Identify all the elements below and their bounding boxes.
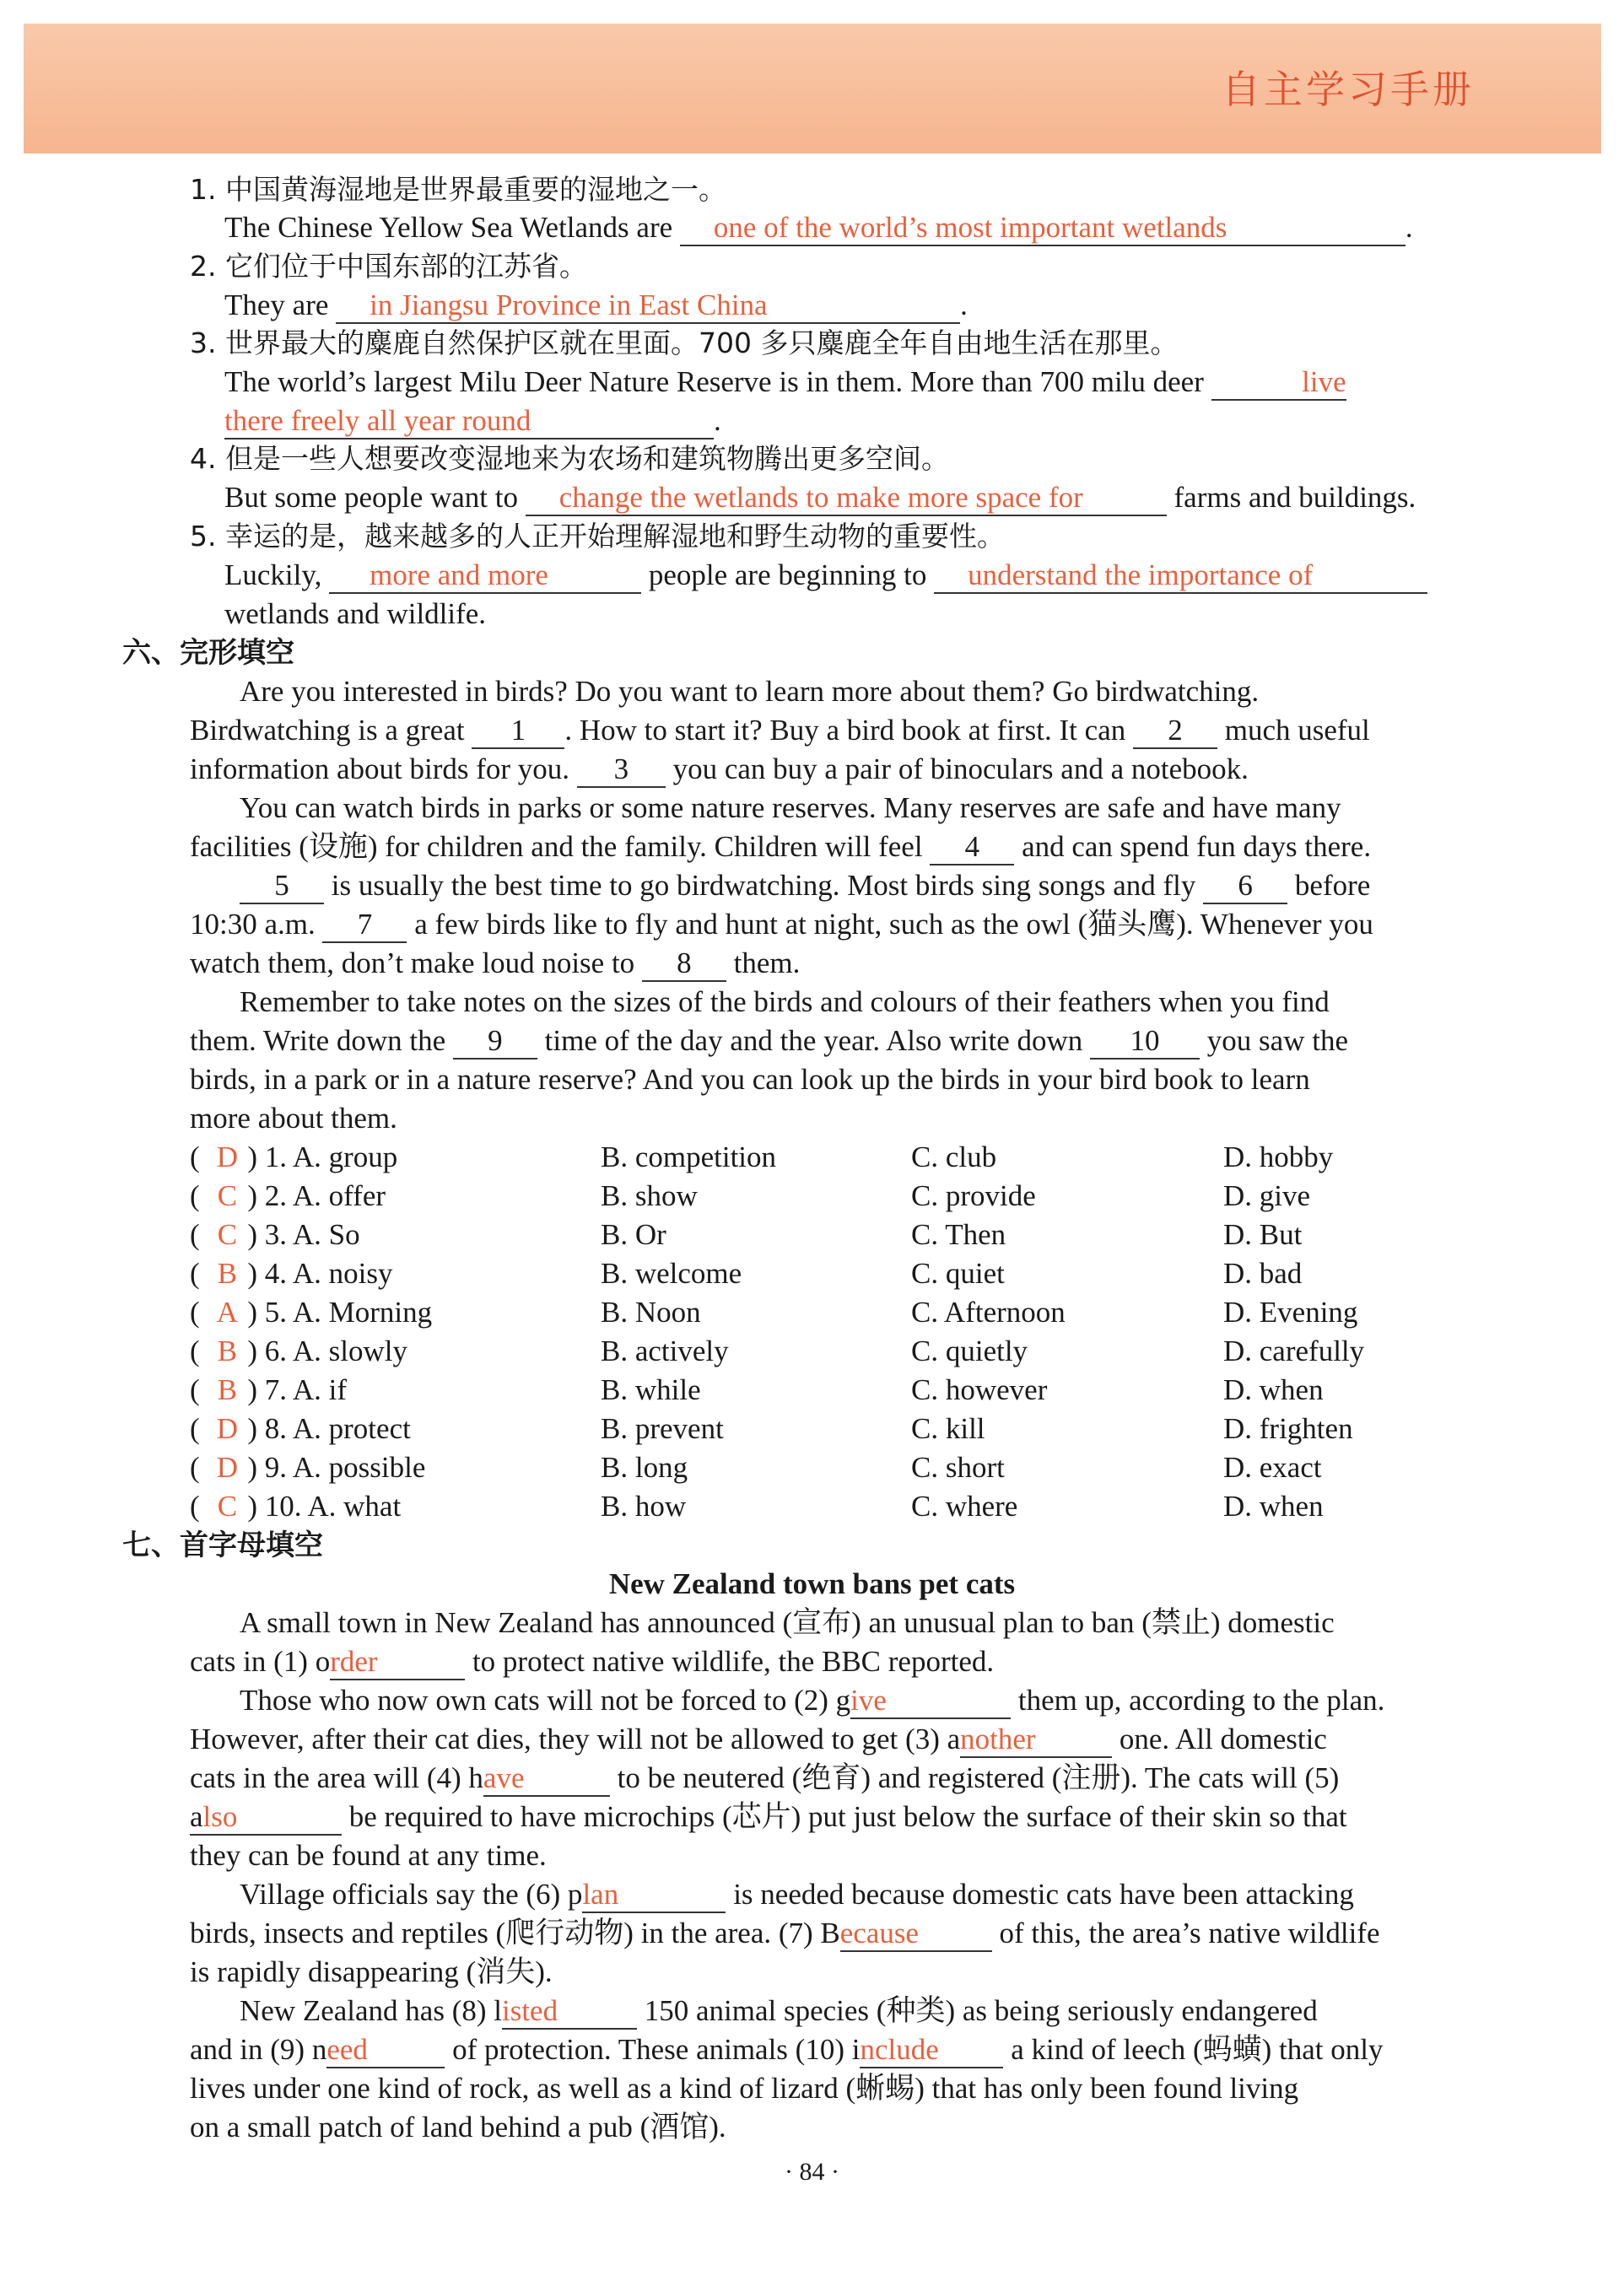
answer-choice: A <box>216 1296 239 1329</box>
answer-choice: C <box>217 1179 238 1212</box>
translation-2-en: They are in Jiangsu Province in East China . <box>224 287 968 324</box>
section6-heading: 六、完形填空 <box>122 636 294 670</box>
s6-p4-line2: them. Write down the 9 time of the day and the year. Also write down 10 you saw the <box>190 1022 1348 1060</box>
translation-5-en-cont: wetlands and wildlife. <box>224 597 487 630</box>
s6-p2-line2: facilities (设施) for children and the family. Children will feel 4 and can spend fun days there. <box>190 828 1371 865</box>
translation-4-en: But some people want to change the wetlands to make more space for farms and buildings. <box>224 479 1416 516</box>
s7-line6: also be required to have microchips (芯片) put just below the surface of their skin so that <box>190 1798 1347 1836</box>
answer-choice: D <box>216 1412 239 1445</box>
s7-line7: they can be found at any time. <box>190 1839 547 1872</box>
translation-4-cn: 4. 但是一些人想要改变湿地来为农场和建筑物腾出更多空间。 <box>190 442 949 475</box>
s7-line12: and in (9) need of protection. These animals (10) include a kind of leech (蚂蟥) that only <box>190 2031 1383 2068</box>
s6-p4-line3: birds, in a park or in a nature reserve? And you can look up the birds in your bird book to learn <box>190 1063 1310 1096</box>
translation-5-en: Luckily, more and more people are beginning to understand the importance of <box>224 557 1427 594</box>
s6-p4-line4: more about them. <box>190 1102 397 1135</box>
s7-line13: lives under one kind of rock, as well as a kind of lizard (蜥蜴) that has only been found living <box>190 2072 1299 2105</box>
answer-choice: C <box>217 1490 238 1523</box>
translation-3-en: The world’s largest Milu Deer Nature Reserve is in them. More than 700 milu deer live <box>224 364 1346 401</box>
s7-line14: on a small patch of land behind a pub (酒馆). <box>190 2111 726 2143</box>
s7-line2: cats in (1) order to protect native wildlife, the BBC reported. <box>190 1643 994 1680</box>
s7-line8: Village officials say the (6) plan is needed because domestic cats have been attacking <box>240 1876 1354 1913</box>
translation-3-cn: 3. 世界最大的麋鹿自然保护区就在里面。700 多只麋鹿全年自由地生活在那里。 <box>190 326 1179 359</box>
translation-1-en: The Chinese Yellow Sea Wetlands are one of the world’s most important wetlands . <box>224 209 1413 246</box>
s6-p4-line1: Remember to take notes on the sizes of the birds and colours of their feathers when you find <box>240 985 1330 1018</box>
s6-p3-line2: 10:30 a.m. 7 a few birds like to fly and hunt at night, such as the owl (猫头鹰). Whenever you <box>190 906 1373 943</box>
translation-2-cn: 2. 它们位于中国东部的江苏省。 <box>190 250 587 283</box>
page-content: 1. 中国黄海湿地是世界最重要的湿地之一。 The Chinese Yellow Sea Wetlands are one of the world’s most important wetlands . 2. 它们位于中国东部的江苏省。 They are in Jiangsu Province in East China . 3. 世界最大的麋鹿自然保护区就在里面。700 多只麋鹿全年自由地生活在那里。 The world’s largest Milu Deer Nature Reserve is in them. More than 700 milu deer live there freely all year round . 4. 但是一些人想要改变湿地来为农场和建筑物腾出更多空间。 But some people want to change the wetlands to make more space for farms and buildings. 5. 幸运的是，越来越多的人正开始理解湿地和野生动物的重要性。 Luckily, more and more people are beginning to understand the importance of wetlands and wildlife. 六、完形填空 Are you interested in birds? Do you want to learn more about them? Go birdwatching. Birdwatching is a great 1 . How to start it? Buy a bird book at first. It can 2 much useful information about birds for you. 3 you can buy a pair of binoculars and a notebook. You can watch birds in parks or some nature reserves. Many reserves are safe and have many facilities (设施) for children and the family. Children will feel 4 and can spend fun days there. 5 is usually the best time to go birdwatching. Most birds sing songs and fly 6 before 10:30 a.m. 7 a few birds like to fly and hunt at night, such as the owl (猫头鹰). Whenever you watch them, don’t make loud noise to 8 them. Remember to take notes on the sizes of the birds and colours of their feathers when you find them. Write down the 9 time of the day and the year. Also write down 10 you saw the birds, in a park or in a nature reserve? And you can look up the birds in your bird book to learn more about them. ( D ) 1. A. group B. competition C. club D. hobby ( C ) 2. A. offer B. show C. provide D. give ( C ) 3. A. So B. Or C. Then D. But ( B ) 4. A. noisy B. welcome C. quiet D. bad ( A ) 5. A. Morning B. Noon C. Afternoon D. Evening ( B ) 6. A. slowly B. actively C. quietly D. carefully ( B ) 7. A. if B. while C. however D. when ( D ) 8. A. protect B. prevent C. kill D. frighten ( D ) 9. A. possible B. long C. short D. exact ( C ) 10. A. what B. how C. where D. when 七、首字母填空 New Zealand town bans pet cats A small town in New Zealand has announced (宣布) an unusual plan to ban (禁止) domestic cats in (1) order to protect native wildlife, the BBC reported. Those who now own cats will not be forced to (2) give them up, according to the plan. However, after their cat dies, they will not be allowed to get (3) another one. All domestic cats in the area will (4) have to be neutered (绝育) and registered (注册). The cats will (5) also be required to have microchips (芯片) put just below the surface of their skin so that they can be found at any time. Village officials say the (6) plan is needed because domestic cats have been attacking birds, insects and reptiles (爬行动物) in the area. (7) Because of this, the area’s native wildlife is rapidly disappearing (消失). New Zealand has (8) listed 150 animal species (种类) as being seriously endangered and in (9) need of protection. These animals (10) include a kind of leech (蚂蟥) that only lives under one kind of rock, as well as a kind of lizard (蜥蜴) that has only been found living on a small patch of land behind a pub (酒馆). · 84 · <box>0 0 1624 2281</box>
header-title: 自主学习手册 <box>1222 67 1475 112</box>
s7-line1: A small town in New Zealand has announced (宣布) an unusual plan to ban (禁止) domestic <box>240 1606 1335 1639</box>
s6-p3-line1: 5 is usually the best time to go birdwatching. Most birds sing songs and fly 6 before <box>240 867 1370 904</box>
s6-p1-line2: Birdwatching is a great 1 . How to start it? Buy a bird book at first. It can 2 much useful <box>190 712 1370 749</box>
s7-line5: cats in the area will (4) have to be neutered (绝育) and registered (注册). The cats will (5) <box>190 1760 1339 1797</box>
answer-choice: B <box>217 1373 238 1406</box>
page-number: · 84 · <box>785 2158 839 2186</box>
s7-line9: birds, insects and reptiles (爬行动物) in the area. (7) Because of this, the area’s native wildlife <box>190 1915 1380 1952</box>
s7-line10: is rapidly disappearing (消失). <box>190 1955 553 1988</box>
s6-p1-line3: information about birds for you. 3 you can buy a pair of binoculars and a notebook. <box>190 751 1249 788</box>
s6-p2-line1: You can watch birds in parks or some nature reserves. Many reserves are safe and have many <box>240 791 1341 824</box>
s7-line4: However, after their cat dies, they will not be allowed to get (3) another one. All domestic <box>190 1721 1327 1758</box>
s7-line3: Those who now own cats will not be forced to (2) give them up, according to the plan. <box>240 1682 1384 1719</box>
section7-heading: 七、首字母填空 <box>122 1529 323 1562</box>
s6-p3-line3: watch them, don’t make loud noise to 8 them. <box>190 945 800 982</box>
answer-choice: B <box>217 1257 238 1290</box>
translation-5-cn: 5. 幸运的是，越来越多的人正开始理解湿地和野生动物的重要性。 <box>190 520 1005 553</box>
answer-choice: D <box>216 1451 239 1484</box>
translation-1-cn: 1. 中国黄海湿地是世界最重要的湿地之一。 <box>190 173 726 206</box>
answer-choice: D <box>216 1140 239 1173</box>
s7-line11: New Zealand has (8) listed 150 animal species (种类) as being seriously endangered <box>240 1993 1318 2030</box>
answer-choice: C <box>217 1218 238 1251</box>
s6-p1-line1: Are you interested in birds? Do you want to learn more about them? Go birdwatching. <box>240 675 1260 708</box>
answer-choice: B <box>217 1335 238 1367</box>
section7-title: New Zealand town bans pet cats <box>608 1567 1016 1600</box>
translation-3-en-cont: there freely all year round . <box>224 402 721 439</box>
